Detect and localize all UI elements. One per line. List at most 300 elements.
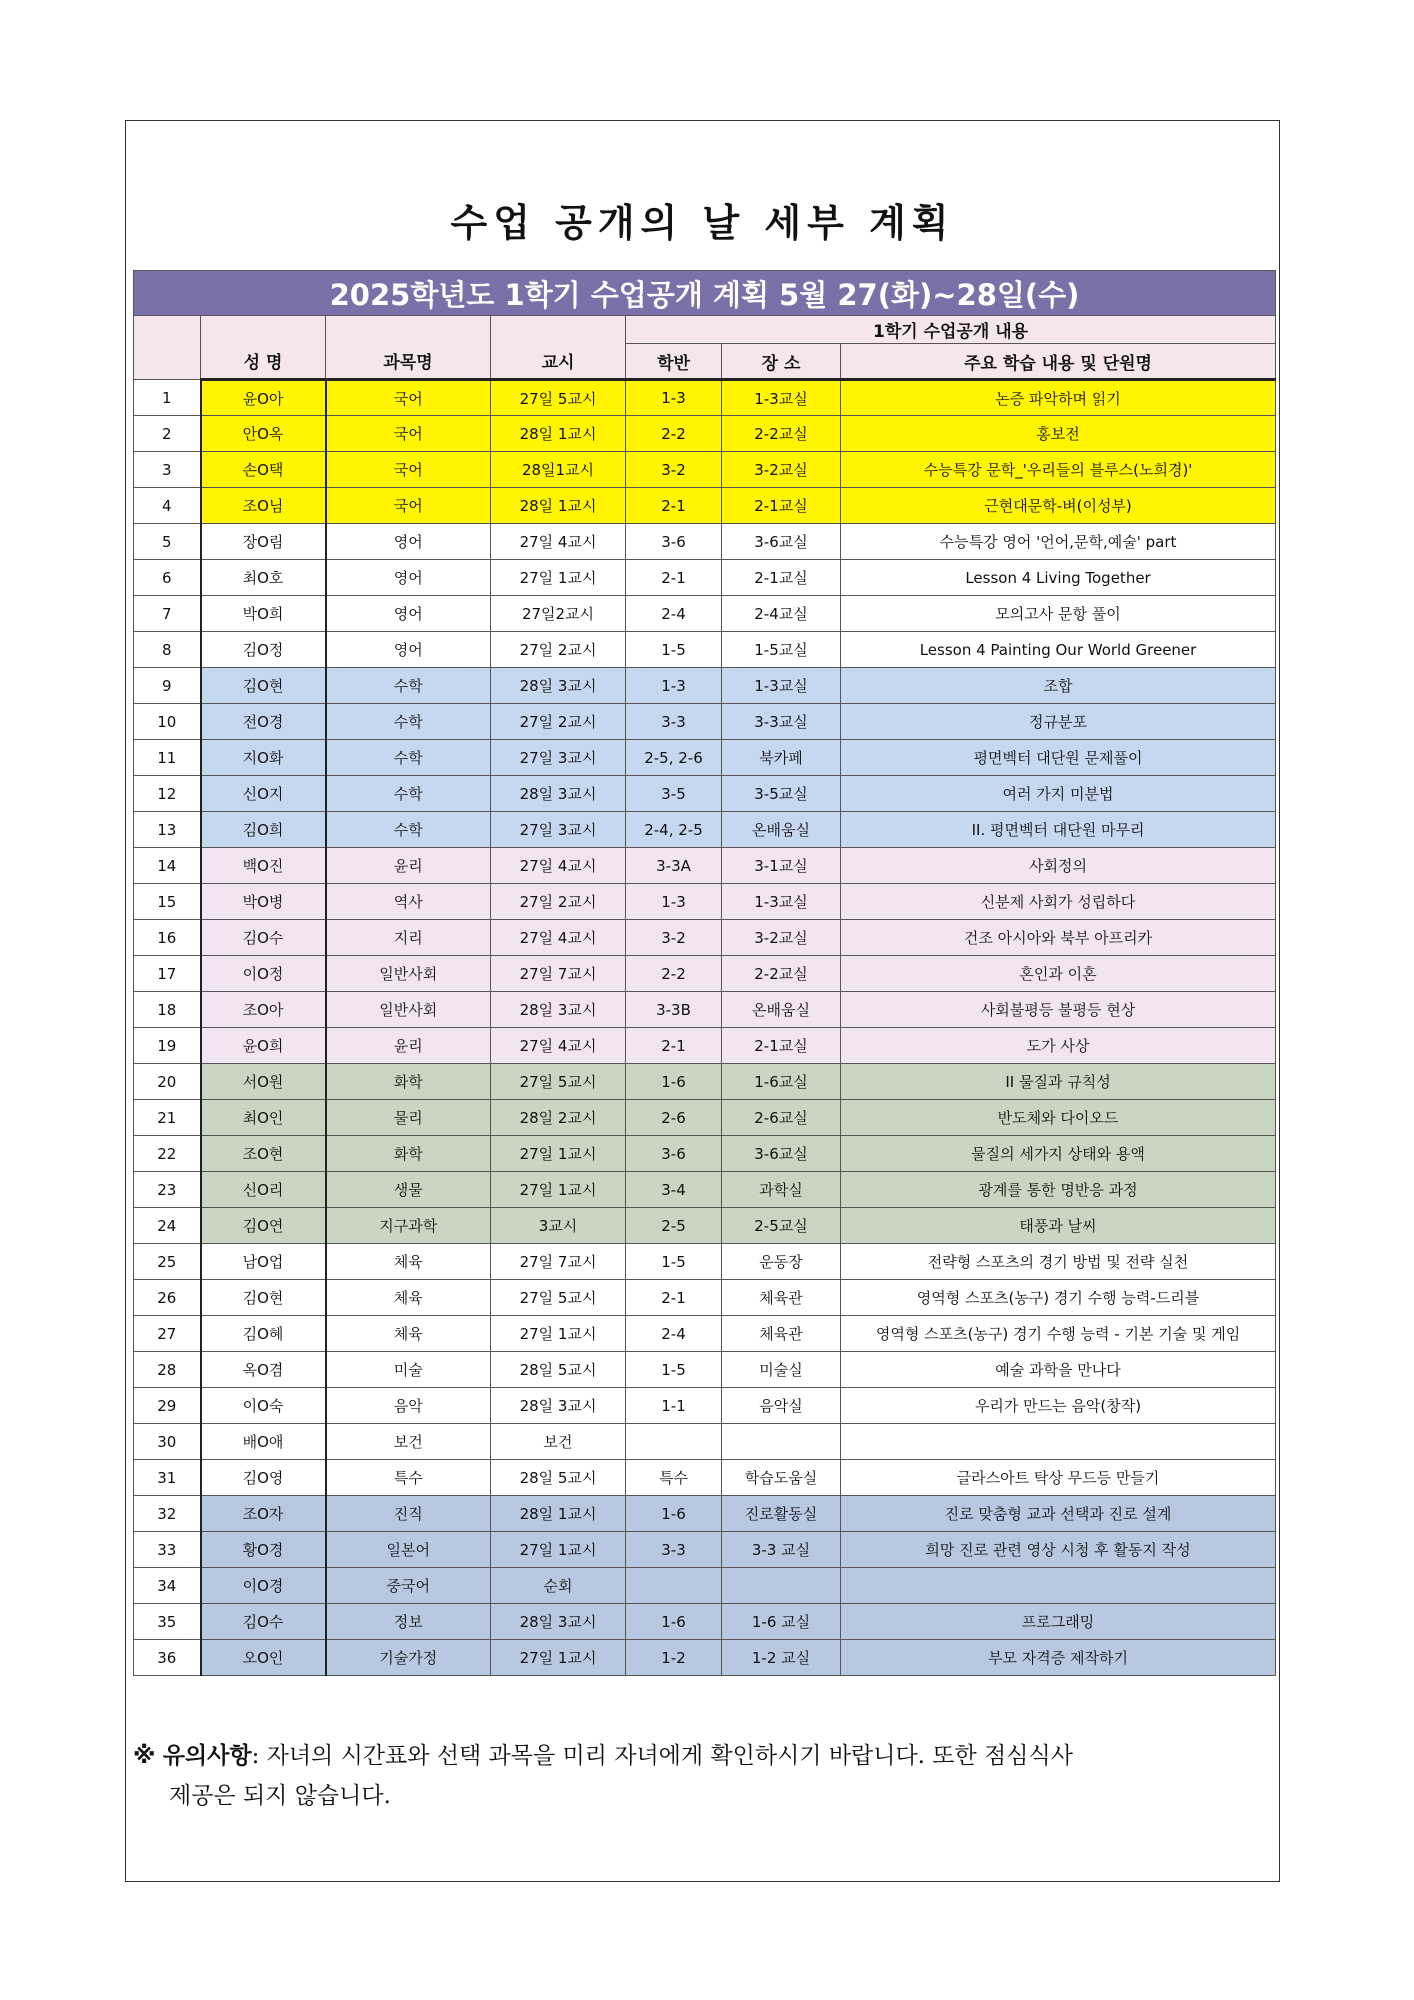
lesson-content: 여러 가지 미분법 <box>841 776 1276 812</box>
subject-name: 미술 <box>326 1352 491 1388</box>
table-row <box>134 596 1276 632</box>
table-row <box>134 1352 1276 1388</box>
subject-name: 지리 <box>326 920 491 956</box>
class-group: 1-1 <box>626 1388 722 1424</box>
subject-name: 일반사회 <box>326 992 491 1028</box>
lesson-content: 전략형 스포츠의 경기 방법 및 전략 실천 <box>841 1244 1276 1280</box>
period: 27일 1교시 <box>491 1172 626 1208</box>
lesson-content: 광계를 통한 명반응 과정 <box>841 1172 1276 1208</box>
table-row <box>134 524 1276 560</box>
class-group: 2-5, 2-6 <box>626 740 722 776</box>
teacher-name: 지O화 <box>201 740 326 776</box>
class-group: 3-3A <box>626 848 722 884</box>
class-group: 2-1 <box>626 488 722 524</box>
subject-name: 영어 <box>326 596 491 632</box>
table-row <box>134 812 1276 848</box>
class-group: 2-6 <box>626 1100 722 1136</box>
table-row <box>134 1532 1276 1568</box>
place: 온배움실 <box>722 812 841 848</box>
place: 체육관 <box>722 1316 841 1352</box>
row-number: 22 <box>134 1136 201 1172</box>
teacher-name: 이O숙 <box>201 1388 326 1424</box>
teacher-name: 배O애 <box>201 1424 326 1460</box>
lesson-content: 진로 맞춤형 교과 선택과 진로 설계 <box>841 1496 1276 1532</box>
subject-name: 영어 <box>326 632 491 668</box>
notice <box>133 1736 1273 1816</box>
lesson-content: 예술 과학을 만나다 <box>841 1352 1276 1388</box>
subject-name: 중국어 <box>326 1568 491 1604</box>
lesson-content: II. 평면벡터 대단원 마무리 <box>841 812 1276 848</box>
table-row <box>134 704 1276 740</box>
row-number: 12 <box>134 776 201 812</box>
period: 27일 4교시 <box>491 920 626 956</box>
row-number: 5 <box>134 524 201 560</box>
subject-name: 일반사회 <box>326 956 491 992</box>
row-number: 15 <box>134 884 201 920</box>
row-number: 9 <box>134 668 201 704</box>
class-group: 1-5 <box>626 1244 722 1280</box>
period: 28일 3교시 <box>491 992 626 1028</box>
table-row <box>134 1280 1276 1316</box>
notice-line1: : 자녀의 시간표와 선택 과목을 미리 자녀에게 확인하시기 바랍니다. 또한 점심식사 <box>251 1743 1073 1769</box>
table-row <box>134 1640 1276 1676</box>
class-group: 1-6 <box>626 1496 722 1532</box>
lesson-content: 우리가 만드는 음악(창작) <box>841 1388 1276 1424</box>
table-row <box>134 488 1276 524</box>
place <box>722 1568 841 1604</box>
row-number: 8 <box>134 632 201 668</box>
row-number: 23 <box>134 1172 201 1208</box>
period: 27일 2교시 <box>491 632 626 668</box>
table-row <box>134 1316 1276 1352</box>
header-class: 학반 <box>626 344 722 380</box>
row-number: 4 <box>134 488 201 524</box>
subject-name: 영어 <box>326 524 491 560</box>
period: 28일 2교시 <box>491 1100 626 1136</box>
row-number: 36 <box>134 1640 201 1676</box>
lesson-content: II 물질과 규칙성 <box>841 1064 1276 1100</box>
teacher-name: 김O정 <box>201 632 326 668</box>
teacher-name: 조O아 <box>201 992 326 1028</box>
header-content: 주요 학습 내용 및 단원명 <box>841 344 1276 380</box>
table-body <box>134 380 1276 1676</box>
place: 음악실 <box>722 1388 841 1424</box>
table-row <box>134 920 1276 956</box>
class-group: 2-1 <box>626 1028 722 1064</box>
place: 3-3교실 <box>722 704 841 740</box>
place: 2-1교실 <box>722 488 841 524</box>
class-group: 3-5 <box>626 776 722 812</box>
place: 1-6교실 <box>722 1064 841 1100</box>
place: 3-2교실 <box>722 452 841 488</box>
class-group: 2-1 <box>626 560 722 596</box>
place: 체육관 <box>722 1280 841 1316</box>
lesson-content: 논증 파악하며 읽기 <box>841 380 1276 416</box>
class-group: 2-1 <box>626 1280 722 1316</box>
subject-name: 정보 <box>326 1604 491 1640</box>
class-group: 2-2 <box>626 416 722 452</box>
teacher-name: 전O경 <box>201 704 326 740</box>
place: 미술실 <box>722 1352 841 1388</box>
teacher-name: 옥O겸 <box>201 1352 326 1388</box>
place: 3-5교실 <box>722 776 841 812</box>
subject-name: 기술가정 <box>326 1640 491 1676</box>
subject-name: 음악 <box>326 1388 491 1424</box>
period: 28일1교시 <box>491 452 626 488</box>
subject-name: 수학 <box>326 812 491 848</box>
lesson-content: 모의고사 문항 풀이 <box>841 596 1276 632</box>
period: 28일 3교시 <box>491 1604 626 1640</box>
place: 3-1교실 <box>722 848 841 884</box>
class-group: 3-2 <box>626 920 722 956</box>
teacher-name: 신O리 <box>201 1172 326 1208</box>
period: 27일 3교시 <box>491 812 626 848</box>
subject-name: 체육 <box>326 1316 491 1352</box>
header-no <box>134 316 201 380</box>
lesson-content: 태풍과 날씨 <box>841 1208 1276 1244</box>
place: 1-3교실 <box>722 380 841 416</box>
class-group: 1-5 <box>626 632 722 668</box>
row-number: 3 <box>134 452 201 488</box>
place: 1-3교실 <box>722 668 841 704</box>
subject-name: 국어 <box>326 416 491 452</box>
period: 28일 3교시 <box>491 668 626 704</box>
period: 27일 5교시 <box>491 1064 626 1100</box>
place: 3-6교실 <box>722 1136 841 1172</box>
lesson-content: Lesson 4 Living Together <box>841 560 1276 596</box>
row-number: 24 <box>134 1208 201 1244</box>
lesson-content: 영역형 스포츠(농구) 경기 수행 능력-드리블 <box>841 1280 1276 1316</box>
subject-name: 지구과학 <box>326 1208 491 1244</box>
place: 3-2교실 <box>722 920 841 956</box>
period: 27일 3교시 <box>491 740 626 776</box>
subject-name: 진직 <box>326 1496 491 1532</box>
class-group: 2-4, 2-5 <box>626 812 722 848</box>
period: 27일 4교시 <box>491 524 626 560</box>
table-row <box>134 992 1276 1028</box>
period: 27일 2교시 <box>491 704 626 740</box>
class-group: 3-3 <box>626 1532 722 1568</box>
place: 학습도움실 <box>722 1460 841 1496</box>
table-row <box>134 1136 1276 1172</box>
row-number: 32 <box>134 1496 201 1532</box>
row-number: 1 <box>134 380 201 416</box>
row-number: 33 <box>134 1532 201 1568</box>
subject-name: 보건 <box>326 1424 491 1460</box>
teacher-name: 김O현 <box>201 1280 326 1316</box>
place: 과학실 <box>722 1172 841 1208</box>
place: 2-1교실 <box>722 560 841 596</box>
subject-name: 생물 <box>326 1172 491 1208</box>
place: 2-5교실 <box>722 1208 841 1244</box>
place: 2-4교실 <box>722 596 841 632</box>
class-group: 3-3B <box>626 992 722 1028</box>
row-number: 20 <box>134 1064 201 1100</box>
row-number: 11 <box>134 740 201 776</box>
period: 27일 1교시 <box>491 1640 626 1676</box>
place: 2-6교실 <box>722 1100 841 1136</box>
class-group: 1-6 <box>626 1064 722 1100</box>
row-number: 14 <box>134 848 201 884</box>
period: 28일 5교시 <box>491 1460 626 1496</box>
period: 3교시 <box>491 1208 626 1244</box>
teacher-name: 손O택 <box>201 452 326 488</box>
table-row <box>134 1388 1276 1424</box>
period: 27일 4교시 <box>491 848 626 884</box>
teacher-name: 조O님 <box>201 488 326 524</box>
place: 2-1교실 <box>722 1028 841 1064</box>
period: 27일 2교시 <box>491 884 626 920</box>
subject-name: 국어 <box>326 452 491 488</box>
teacher-name: 조O자 <box>201 1496 326 1532</box>
teacher-name: 장O림 <box>201 524 326 560</box>
class-group <box>626 1568 722 1604</box>
lesson-content: 희망 진로 관련 영상 시청 후 활동지 작성 <box>841 1532 1276 1568</box>
lesson-content: 신분제 사회가 성립하다 <box>841 884 1276 920</box>
period: 27일 7교시 <box>491 1244 626 1280</box>
class-group: 특수 <box>626 1460 722 1496</box>
subject-name: 윤리 <box>326 1028 491 1064</box>
table-row <box>134 1568 1276 1604</box>
table-row <box>134 776 1276 812</box>
subject-name: 역사 <box>326 884 491 920</box>
row-number: 16 <box>134 920 201 956</box>
place: 북카페 <box>722 740 841 776</box>
lesson-content: 홍보전 <box>841 416 1276 452</box>
period: 28일 3교시 <box>491 776 626 812</box>
lesson-content: 정규분포 <box>841 704 1276 740</box>
period: 28일 3교시 <box>491 1388 626 1424</box>
teacher-name: 김O수 <box>201 920 326 956</box>
lesson-content: 건조 아시아와 북부 아프리카 <box>841 920 1276 956</box>
teacher-name: 김O영 <box>201 1460 326 1496</box>
row-number: 21 <box>134 1100 201 1136</box>
class-group: 1-3 <box>626 380 722 416</box>
period: 보건 <box>491 1424 626 1460</box>
place <box>722 1424 841 1460</box>
row-number: 13 <box>134 812 201 848</box>
period: 27일 1교시 <box>491 1136 626 1172</box>
subject-name: 화학 <box>326 1064 491 1100</box>
lesson-content: 부모 자격증 제작하기 <box>841 1640 1276 1676</box>
table-row <box>134 884 1276 920</box>
teacher-name: 윤O아 <box>201 380 326 416</box>
class-plan-table <box>133 270 1276 1676</box>
table-row <box>134 1460 1276 1496</box>
period: 27일 7교시 <box>491 956 626 992</box>
place: 3-3 교실 <box>722 1532 841 1568</box>
table-row <box>134 1172 1276 1208</box>
lesson-content: 근현대문학-벼(이성부) <box>841 488 1276 524</box>
row-number: 31 <box>134 1460 201 1496</box>
lesson-content: 혼인과 이혼 <box>841 956 1276 992</box>
teacher-name: 김O희 <box>201 812 326 848</box>
teacher-name: 김O연 <box>201 1208 326 1244</box>
table-row <box>134 1028 1276 1064</box>
place: 1-5교실 <box>722 632 841 668</box>
teacher-name: 김O현 <box>201 668 326 704</box>
class-group: 1-2 <box>626 1640 722 1676</box>
teacher-name: 최O호 <box>201 560 326 596</box>
table-row <box>134 632 1276 668</box>
table-row <box>134 452 1276 488</box>
teacher-name: 이O경 <box>201 1568 326 1604</box>
period: 27일 4교시 <box>491 1028 626 1064</box>
teacher-name: 이O정 <box>201 956 326 992</box>
table-row <box>134 956 1276 992</box>
table-row <box>134 416 1276 452</box>
lesson-content: 반도체와 다이오드 <box>841 1100 1276 1136</box>
table-row <box>134 1424 1276 1460</box>
place: 2-2교실 <box>722 416 841 452</box>
class-group: 2-2 <box>626 956 722 992</box>
place: 2-2교실 <box>722 956 841 992</box>
row-number: 25 <box>134 1244 201 1280</box>
row-number: 19 <box>134 1028 201 1064</box>
header-name: 성 명 <box>201 316 326 380</box>
subject-name: 일본어 <box>326 1532 491 1568</box>
table-row <box>134 1100 1276 1136</box>
teacher-name: 최O인 <box>201 1100 326 1136</box>
teacher-name: 김O혜 <box>201 1316 326 1352</box>
lesson-content: 수능특강 영어 '언어,문학,예술' part <box>841 524 1276 560</box>
class-group: 1-3 <box>626 884 722 920</box>
subject-name: 특수 <box>326 1460 491 1496</box>
table-row <box>134 668 1276 704</box>
place: 3-6교실 <box>722 524 841 560</box>
lesson-content: Lesson 4 Painting Our World Greener <box>841 632 1276 668</box>
class-group: 3-6 <box>626 524 722 560</box>
class-group: 1-3 <box>626 668 722 704</box>
header-group: 1학기 수업공개 내용 <box>626 316 1276 344</box>
lesson-content: 사회정의 <box>841 848 1276 884</box>
period: 27일 1교시 <box>491 1532 626 1568</box>
table-row <box>134 740 1276 776</box>
period: 28일 1교시 <box>491 488 626 524</box>
teacher-name: 황O경 <box>201 1532 326 1568</box>
place: 운동장 <box>722 1244 841 1280</box>
subject-name: 수학 <box>326 704 491 740</box>
subject-name: 국어 <box>326 488 491 524</box>
subject-name: 체육 <box>326 1244 491 1280</box>
period: 27일 5교시 <box>491 380 626 416</box>
subject-name: 체육 <box>326 1280 491 1316</box>
header-subject: 과목명 <box>326 316 491 380</box>
table-row <box>134 1208 1276 1244</box>
teacher-name: 신O지 <box>201 776 326 812</box>
lesson-content <box>841 1568 1276 1604</box>
subject-name: 수학 <box>326 776 491 812</box>
table-row <box>134 848 1276 884</box>
row-number: 35 <box>134 1604 201 1640</box>
row-number: 6 <box>134 560 201 596</box>
subject-name: 물리 <box>326 1100 491 1136</box>
table-row <box>134 1244 1276 1280</box>
row-number: 26 <box>134 1280 201 1316</box>
teacher-name: 오O인 <box>201 1640 326 1676</box>
row-number: 18 <box>134 992 201 1028</box>
subject-name: 국어 <box>326 380 491 416</box>
class-group: 2-5 <box>626 1208 722 1244</box>
teacher-name: 윤O희 <box>201 1028 326 1064</box>
row-number: 2 <box>134 416 201 452</box>
class-group: 1-6 <box>626 1604 722 1640</box>
teacher-name: 남O업 <box>201 1244 326 1280</box>
class-group: 2-4 <box>626 1316 722 1352</box>
lesson-content: 수능특강 문학_'우리들의 블루스(노희경)' <box>841 452 1276 488</box>
row-number: 10 <box>134 704 201 740</box>
place: 온배움실 <box>722 992 841 1028</box>
period: 27일 5교시 <box>491 1280 626 1316</box>
period: 27일 1교시 <box>491 560 626 596</box>
lesson-content: 평면벡터 대단원 문제풀이 <box>841 740 1276 776</box>
header-place: 장 소 <box>722 344 841 380</box>
class-group: 3-2 <box>626 452 722 488</box>
subject-name: 수학 <box>326 740 491 776</box>
class-group: 3-6 <box>626 1136 722 1172</box>
row-number: 7 <box>134 596 201 632</box>
period: 28일 1교시 <box>491 1496 626 1532</box>
class-group: 3-4 <box>626 1172 722 1208</box>
lesson-content: 물질의 세가지 상태와 용액 <box>841 1136 1276 1172</box>
lesson-content: 조합 <box>841 668 1276 704</box>
class-group: 2-4 <box>626 596 722 632</box>
lesson-content: 프로그래밍 <box>841 1604 1276 1640</box>
class-group: 3-3 <box>626 704 722 740</box>
period: 27일2교시 <box>491 596 626 632</box>
teacher-name: 김O수 <box>201 1604 326 1640</box>
table-row <box>134 1496 1276 1532</box>
table-row <box>134 560 1276 596</box>
row-number: 27 <box>134 1316 201 1352</box>
page-title: 수업 공개의 날 세부 계획 <box>450 201 955 245</box>
period: 27일 1교시 <box>491 1316 626 1352</box>
class-group <box>626 1424 722 1460</box>
lesson-content: 도가 사상 <box>841 1028 1276 1064</box>
notice-line2: 제공은 되지 않습니다. <box>169 1783 391 1809</box>
teacher-name: 박O희 <box>201 596 326 632</box>
lesson-content: 영역형 스포츠(농구) 경기 수행 능력 - 기본 기술 및 게임 <box>841 1316 1276 1352</box>
place: 1-6 교실 <box>722 1604 841 1640</box>
lesson-content <box>841 1424 1276 1460</box>
subject-name: 윤리 <box>326 848 491 884</box>
class-group: 1-5 <box>626 1352 722 1388</box>
subject-name: 화학 <box>326 1136 491 1172</box>
subject-name: 영어 <box>326 560 491 596</box>
teacher-name: 조O현 <box>201 1136 326 1172</box>
teacher-name: 백O진 <box>201 848 326 884</box>
lesson-content: 글라스아트 탁상 무드등 만들기 <box>841 1460 1276 1496</box>
place: 1-3교실 <box>722 884 841 920</box>
lesson-content: 사회불평등 불평등 현상 <box>841 992 1276 1028</box>
place: 진로활동실 <box>722 1496 841 1532</box>
row-number: 30 <box>134 1424 201 1460</box>
row-number: 29 <box>134 1388 201 1424</box>
row-number: 28 <box>134 1352 201 1388</box>
table-row <box>134 1604 1276 1640</box>
header-period: 교시 <box>491 316 626 380</box>
notice-lead: 유의사항 <box>162 1742 252 1769</box>
teacher-name: 박O병 <box>201 884 326 920</box>
subject-name: 수학 <box>326 668 491 704</box>
notice-mark: ※ <box>133 1743 156 1769</box>
period: 28일 5교시 <box>491 1352 626 1388</box>
place: 1-2 교실 <box>722 1640 841 1676</box>
row-number: 17 <box>134 956 201 992</box>
table-row <box>134 1064 1276 1100</box>
table-row <box>134 380 1276 416</box>
teacher-name: 서O원 <box>201 1064 326 1100</box>
